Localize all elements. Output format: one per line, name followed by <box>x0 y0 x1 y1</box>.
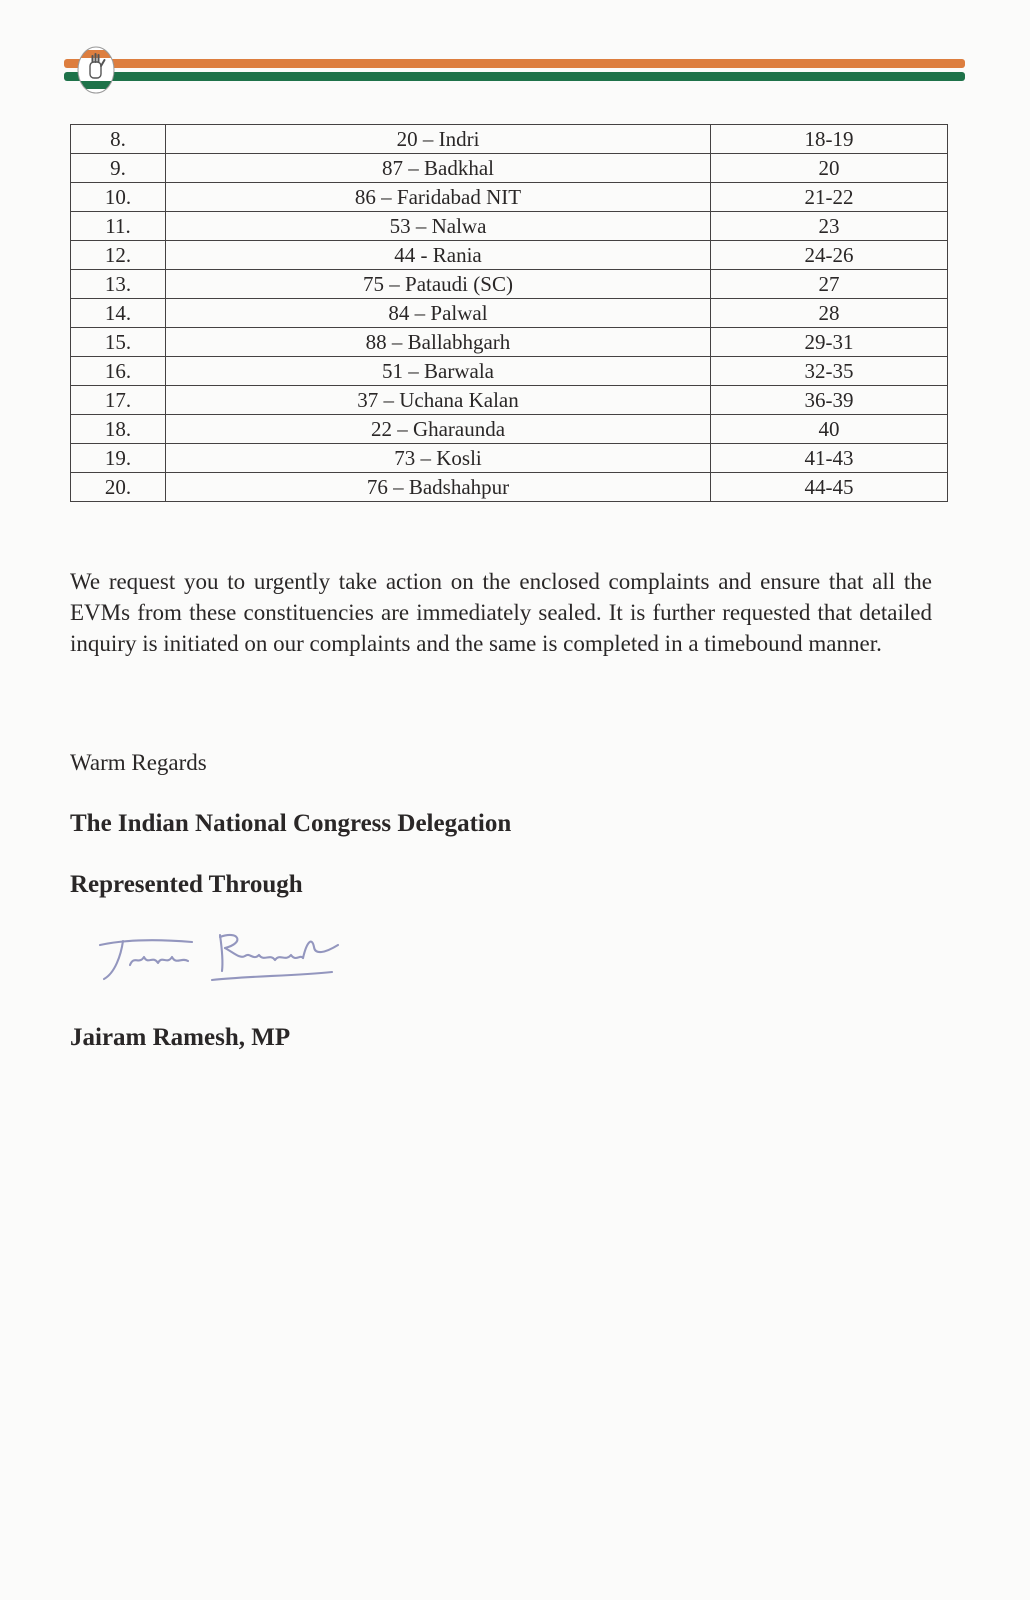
table-row <box>71 415 948 444</box>
complaint-range-cell: 44-45 <box>711 473 948 502</box>
table-row <box>71 125 948 154</box>
table-row <box>71 328 948 357</box>
constituency-cell: 22 – Gharaunda <box>166 415 711 444</box>
complaint-range-cell: 40 <box>711 415 948 444</box>
complaint-range-cell: 28 <box>711 299 948 328</box>
constituency-cell: 37 – Uchana Kalan <box>166 386 711 415</box>
constituency-cell: 53 – Nalwa <box>166 212 711 241</box>
serial-cell: 12. <box>71 241 166 270</box>
constituency-cell: 87 – Badkhal <box>166 154 711 183</box>
table-row <box>71 212 948 241</box>
delegation-line: The Indian National Congress Delegation <box>70 810 512 837</box>
constituency-cell: 73 – Kosli <box>166 444 711 473</box>
complaint-range-cell: 18-19 <box>711 125 948 154</box>
closing-warm-regards: Warm Regards <box>70 750 207 775</box>
signature-jairam-ramesh <box>92 928 354 992</box>
complaint-range-cell: 29-31 <box>711 328 948 357</box>
serial-cell: 18. <box>71 415 166 444</box>
table-row <box>71 473 948 502</box>
complaint-range-cell: 23 <box>711 212 948 241</box>
serial-cell: 11. <box>71 212 166 241</box>
signatory-name: Jairam Ramesh, MP <box>70 1024 291 1051</box>
table-row <box>71 444 948 473</box>
congress-hand-logo-icon <box>76 45 116 95</box>
serial-cell: 15. <box>71 328 166 357</box>
constituency-cell: 75 – Pataudi (SC) <box>166 270 711 299</box>
complaint-range-cell: 41-43 <box>711 444 948 473</box>
table-row <box>71 183 948 212</box>
constituency-cell: 51 – Barwala <box>166 357 711 386</box>
tricolor-rule <box>64 58 965 81</box>
table-row <box>71 299 948 328</box>
constituency-cell: 44 - Rania <box>166 241 711 270</box>
complaint-range-cell: 27 <box>711 270 948 299</box>
table-row <box>71 241 948 270</box>
constituency-table-body <box>71 125 948 502</box>
constituency-cell: 86 – Faridabad NIT <box>166 183 711 212</box>
complaint-range-cell: 20 <box>711 154 948 183</box>
table-row <box>71 386 948 415</box>
serial-cell: 13. <box>71 270 166 299</box>
serial-cell: 16. <box>71 357 166 386</box>
constituency-cell: 84 – Palwal <box>166 299 711 328</box>
constituency-table <box>70 124 948 502</box>
represented-through-line: Represented Through <box>70 871 303 898</box>
table-row <box>71 357 948 386</box>
complaint-range-cell: 24-26 <box>711 241 948 270</box>
serial-cell: 9. <box>71 154 166 183</box>
serial-cell: 14. <box>71 299 166 328</box>
table-row <box>71 270 948 299</box>
serial-cell: 19. <box>71 444 166 473</box>
constituency-cell: 88 – Ballabhgarh <box>166 328 711 357</box>
serial-cell: 8. <box>71 125 166 154</box>
green-band <box>64 72 965 81</box>
constituency-cell: 76 – Badshahpur <box>166 473 711 502</box>
serial-cell: 17. <box>71 386 166 415</box>
request-paragraph: We request you to urgently take action on the enclosed complaints and ensure that all the EVMs from these constituencies are immediately sealed. It is further requested that detailed inquiry is initiated on our complaints and the same is completed in a timebound manner. <box>70 569 932 656</box>
complaint-range-cell: 36-39 <box>711 386 948 415</box>
complaint-range-cell: 21-22 <box>711 183 948 212</box>
saffron-band <box>64 59 965 68</box>
constituency-cell: 20 – Indri <box>166 125 711 154</box>
table-row <box>71 154 948 183</box>
serial-cell: 20. <box>71 473 166 502</box>
complaint-range-cell: 32-35 <box>711 357 948 386</box>
serial-cell: 10. <box>71 183 166 212</box>
